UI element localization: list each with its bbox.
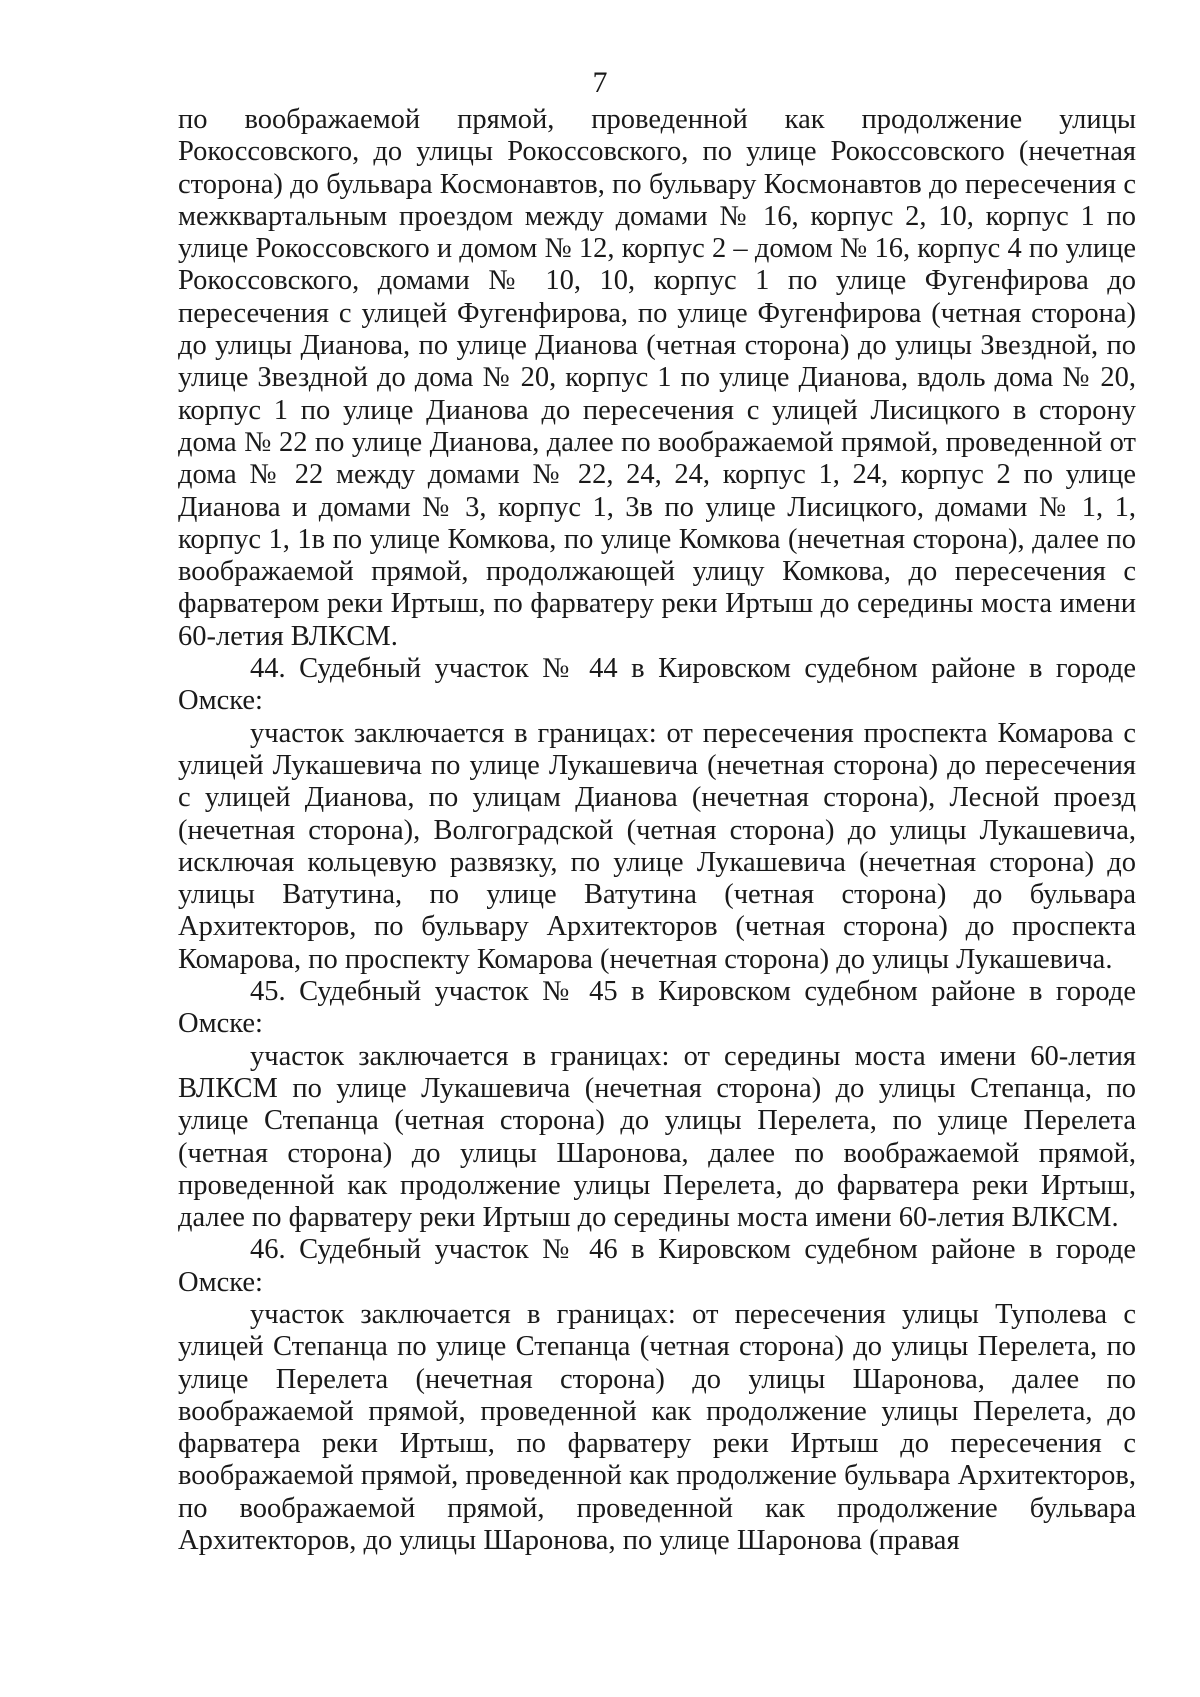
page-number: 7	[592, 66, 608, 99]
section-text-45: участок заключается в границах: от середины моста имени 60-летия ВЛКСМ по улице Лукашевича (нечетная сторона) до улицы Степанца, по улице Степанца (четная сторона) до улицы Перелета, по улице Перелета (четная сторона) до улицы Шаронова, далее по воображаемой прямой, проведенной как продолжение улицы Перелета, до фарватера реки Иртыш, далее по фарватеру реки Иртыш до середины моста имени 60-летия ВЛКСМ.	[178, 1040, 1136, 1234]
section-heading-44: 44. Судебный участок № 44 в Кировском судебном районе в городе Омске:	[178, 653, 1136, 717]
paragraph-continuation: по воображаемой прямой, проведенной как продолжение улицы Рокоссовского, до улицы Рокоссовского, по улице Рокоссовского (нечетная сторона) до бульвара Космонавтов, по бульвару Космонавтов до пересечения с межквартальным проездом между домами № 16, корпус 2, 10, корпус 1 по улице Рокоссовского и домом № 12, корпус 2 – домом № 16, корпус 4 по улице Рокоссовского, домами № 10, 10, корпус 1 по улице Фугенфирова до пересечения с улицей Фугенфирова, по улице Фугенфирова (четная сторона) до улицы Дианова, по улице Дианова (четная сторона) до улицы Звездной, по улице Звездной до дома № 20, корпус 1 по улице Дианова, вдоль дома № 20, корпус 1 по улице Дианова до пересечения с улицей Лисицкого в сторону дома № 22 по улице Дианова, далее по воображаемой прямой, проведенной от дома № 22 между домами № 22, 24, 24, корпус 1, 24, корпус 2 по улице Дианова и домами № 3, корпус 1, 3в по улице Лисицкого, домами № 1, 1, корпус 1, 1в по улице Комкова, по улице Комкова (нечетная сторона), далее по воображаемой прямой, продолжающей улицу Комкова, до пересечения с фарватером реки Иртыш, по фарватеру реки Иртыш до середины моста имени 60-летия ВЛКСМ.	[178, 104, 1136, 652]
section-heading-46: 46. Судебный участок № 46 в Кировском судебном районе в городе Омске:	[178, 1234, 1136, 1298]
section-heading-45: 45. Судебный участок № 45 в Кировском судебном районе в городе Омске:	[178, 976, 1136, 1040]
section-text-46: участок заключается в границах: от пересечения улицы Туполева с улицей Степанца по улице Степанца (четная сторона) до улицы Перелета, по улице Перелета (нечетная сторона) до улицы Шаронова, далее по воображаемой прямой, проведенной как продолжение улицы Перелета, до фарватера реки Иртыш, по фарватеру реки Иртыш до пересечения с воображаемой прямой, проведенной как продолжение бульвара Архитекторов, по воображаемой прямой, проведенной как продолжение бульвара Архитекторов, до улицы Шаронова, по улице Шаронова (правая	[178, 1298, 1136, 1557]
section-text-44: участок заключается в границах: от пересечения проспекта Комарова с улицей Лукашевича по улице Лукашевича (нечетная сторона) до пересечения с улицей Дианова, по улицам Дианова (нечетная сторона), Лесной проезд (нечетная сторона), Волгоградской (четная сторона) до улицы Лукашевича, исключая кольцевую развязку, по улице Лукашевича (нечетная сторона) до улицы Ватутина, по улице Ватутина (четная сторона) до бульвара Архитекторов, по бульвару Архитекторов (четная сторона) до проспекта Комарова, по проспекту Комарова (нечетная сторона) до улицы Лукашевича.	[178, 717, 1136, 975]
document-body	[178, 104, 1136, 1557]
